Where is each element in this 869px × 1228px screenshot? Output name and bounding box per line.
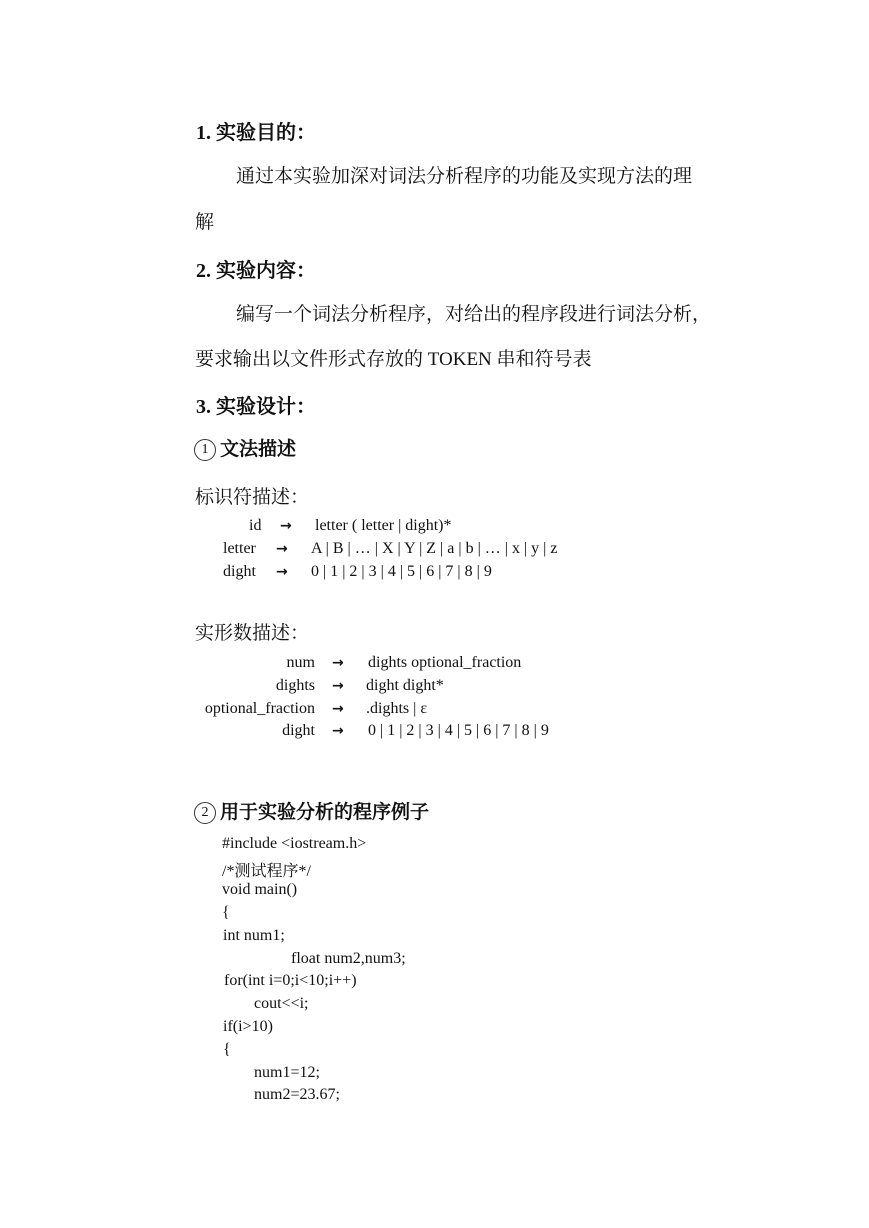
arrow-icon: →: [332, 723, 344, 739]
code-line: {: [222, 904, 230, 921]
grammar-rule-rhs: 0 | 1 | 2 | 3 | 4 | 5 | 6 | 7 | 8 | 9: [368, 722, 549, 739]
section-1-text-line-1: 通过本实验加深对词法分析程序的功能及实现方法的理: [236, 166, 693, 187]
arrow-icon: →: [276, 564, 288, 580]
arrow-icon: →: [276, 541, 288, 557]
code-line: float num2,num3;: [291, 950, 406, 967]
grammar-rule-rhs: letter ( letter | dight)*: [315, 517, 452, 534]
code-line: /*测试程序*/: [222, 863, 311, 880]
section-2-text-line-2: 要求输出以文件形式存放的 TOKEN 串和符号表: [195, 349, 592, 370]
code-line: {: [223, 1041, 231, 1058]
grammar-rule-lhs: dight: [282, 722, 315, 739]
section-1-text-line-2: 解: [195, 212, 215, 233]
section-3-heading: 3. 实验设计：: [196, 396, 316, 418]
code-line: int num1;: [223, 927, 285, 944]
circled-number-badge: 1: [194, 439, 216, 461]
arrow-icon: →: [332, 701, 344, 717]
subsection-grammar-heading: [194, 434, 296, 461]
grammar-rule-lhs: dight: [223, 563, 256, 580]
arrow-icon: →: [332, 655, 344, 671]
section-1-heading: 1. 实验目的：: [196, 122, 316, 144]
subsection-grammar-title: 文法描述: [220, 439, 297, 460]
grammar-rule-rhs: A | B | … | X | Y | Z | a | b | … | x | y | z: [311, 540, 558, 557]
code-line: num1=12;: [254, 1064, 320, 1081]
subsection-example-heading: [194, 797, 429, 824]
grammar-rule-lhs: id: [249, 517, 262, 534]
grammar-rule-lhs: dights: [275, 677, 315, 694]
code-line: #include <iostream.h>: [222, 835, 367, 852]
circled-number-badge: 2: [194, 802, 216, 824]
code-line: num2=23.67;: [254, 1086, 340, 1103]
grammar-rule-rhs: 0 | 1 | 2 | 3 | 4 | 5 | 6 | 7 | 8 | 9: [311, 563, 492, 580]
grammar-rule-rhs: dight dight*: [366, 677, 444, 694]
grammar-rule-rhs: .dights | ε: [366, 700, 428, 717]
section-2-text-line-1: 编写一个词法分析程序，对给出的程序段进行词法分析，: [236, 304, 712, 325]
grammar-rule-rhs: dights optional_fraction: [368, 654, 522, 671]
subsection-example-title: 用于实验分析的程序例子: [220, 802, 430, 823]
code-line: for(int i=0;i<10;i++): [224, 972, 357, 989]
identifier-description-label: 标识符描述：: [195, 487, 310, 508]
section-2-heading: 2. 实验内容：: [196, 260, 316, 282]
code-line: void main(): [222, 881, 298, 898]
arrow-icon: →: [332, 678, 344, 694]
arrow-icon: →: [280, 518, 292, 534]
real-number-description-label: 实形数描述：: [195, 623, 310, 644]
code-line: cout<<i;: [254, 995, 309, 1012]
grammar-rule-lhs: optional_fraction: [204, 700, 315, 717]
code-line: if(i>10): [223, 1018, 273, 1035]
grammar-rule-lhs: num: [286, 654, 315, 671]
grammar-rule-lhs: letter: [223, 540, 256, 557]
